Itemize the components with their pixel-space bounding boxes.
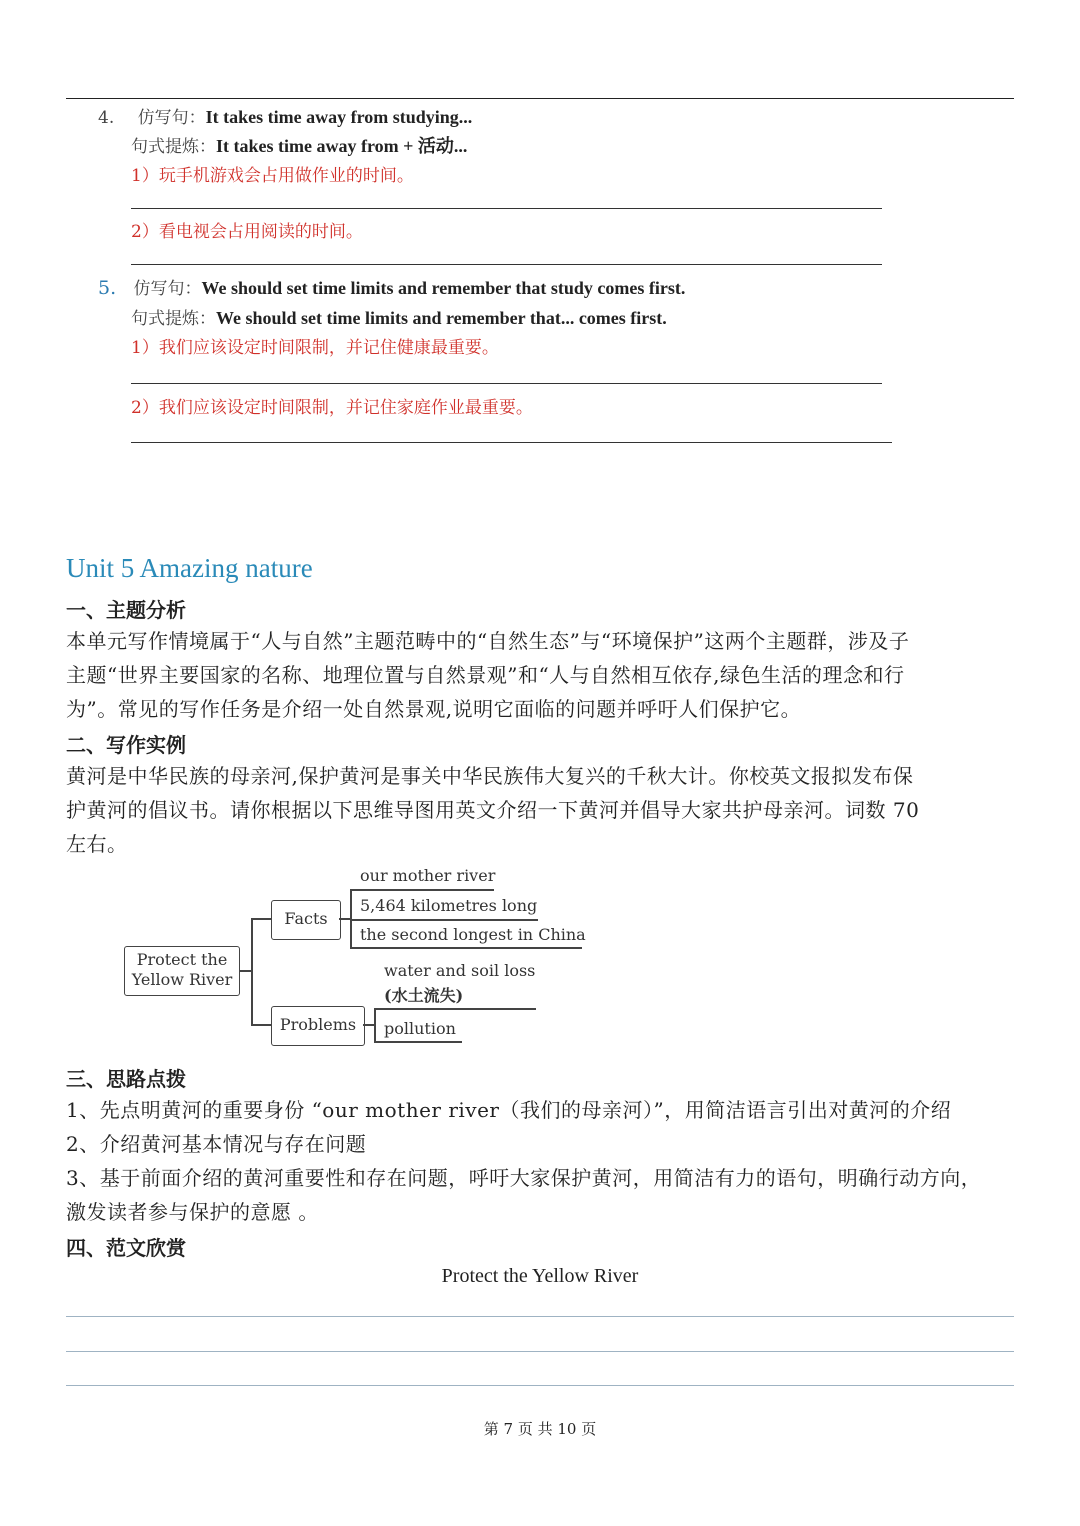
- connector: [374, 1008, 376, 1042]
- connector: [240, 970, 252, 972]
- tip-line: 激发读者参与保护的意愿 。: [66, 1200, 319, 1224]
- connector: [363, 1024, 375, 1026]
- model-sentence: We should set time limits and remember that study comes first.: [201, 278, 686, 298]
- section-heading-model-essay: 四、范文欣赏: [66, 1236, 186, 1260]
- underline: [350, 889, 494, 891]
- writing-line[interactable]: [66, 1351, 1014, 1352]
- exercise-number: 4.: [98, 108, 115, 128]
- answer-line[interactable]: [131, 264, 882, 265]
- section-heading-example: 二、写作实例: [66, 733, 186, 757]
- exercise-number: 5.: [98, 277, 117, 299]
- exercise-5-item-1: 1）我们应该设定时间限制，并记住健康最重要。: [131, 338, 499, 358]
- mindmap-facts-node: Facts: [271, 900, 341, 940]
- essay-title: Protect the Yellow River: [441, 1265, 639, 1287]
- exercise-4-pattern-row: [131, 132, 467, 158]
- model-label: 仿写句：: [133, 279, 202, 299]
- exercise-4-item-2: 2）看电视会占用阅读的时间。: [131, 222, 363, 242]
- answer-line[interactable]: [131, 383, 882, 384]
- exercise-5-item-2: 2）我们应该设定时间限制，并记住家庭作业最重要。: [131, 398, 533, 418]
- connector: [339, 918, 351, 920]
- paragraph-line: 护黄河的倡议书。请你根据以下思维导图用英文介绍一下黄河并倡导大家共护母亲河。词数 70: [66, 798, 920, 822]
- tip-line: 3、基于前面介绍的黄河重要性和存在问题，呼吁大家保护黄河，用简洁有力的语句，明确行动方向，: [66, 1166, 982, 1190]
- top-rule: [66, 98, 1014, 99]
- model-label: 仿写句：: [137, 108, 206, 128]
- connector: [251, 918, 253, 1025]
- underline: [350, 919, 538, 921]
- underline: [374, 1008, 536, 1010]
- section-heading-tips: 三、思路点拨: [66, 1067, 186, 1091]
- fact-item: our mother river: [360, 866, 496, 885]
- answer-line[interactable]: [131, 442, 892, 443]
- writing-line[interactable]: [66, 1316, 1014, 1317]
- tip-line: 1、先点明黄河的重要身份 “our mother river（我们的母亲河）”，用简洁语言引出对黄河的介绍: [66, 1098, 952, 1122]
- connector: [251, 1024, 271, 1026]
- writing-line[interactable]: [66, 1385, 1014, 1386]
- model-sentence: It takes time away from studying...: [205, 107, 473, 127]
- connector: [350, 890, 352, 948]
- fact-item: 5,464 kilometres long: [360, 896, 538, 915]
- exercise-5-pattern-row: [131, 304, 667, 329]
- exercise-4-model-row: [98, 103, 472, 128]
- pattern-label: 句式提炼：: [131, 137, 216, 157]
- problem-item: water and soil loss: [384, 961, 536, 980]
- paragraph-line: 主题“世界主要国家的名称、地理位置与自然景观”和“人与自然相互依存,绿色生活的理念和行: [66, 663, 905, 687]
- paragraph-line: 本单元写作情境属于“人与自然”主题范畴中的“自然生态”与“环境保护”这两个主题群，涉及子: [66, 629, 910, 653]
- paragraph-line: 左右。: [66, 832, 128, 856]
- paragraph-line: 黄河是中华民族的母亲河,保护黄河是事关中华民族伟大复兴的千秋大计。你校英文报拟发布保: [66, 764, 914, 788]
- exercise-4-item-1: 1）玩手机游戏会占用做作业的时间。: [131, 166, 414, 186]
- section-heading-theme: 一、主题分析: [66, 598, 186, 622]
- underline: [350, 947, 582, 949]
- underline: [374, 1041, 462, 1043]
- problem-item: (水土流失): [384, 986, 464, 1005]
- mindmap-problems-node: Problems: [271, 1006, 365, 1046]
- page-footer: 第 7 页 共 10 页: [483, 1420, 597, 1438]
- paragraph-line: 为”。常见的写作任务是介绍一处自然景观,说明它面临的问题并呼吁人们保护它。: [66, 697, 802, 721]
- pattern-sentence: It takes time away from + 活动...: [216, 136, 468, 156]
- connector: [251, 918, 271, 920]
- tip-line: 2、介绍黄河基本情况与存在问题: [66, 1132, 367, 1156]
- pattern-label: 句式提炼：: [131, 309, 216, 329]
- pattern-sentence: We should set time limits and remember that... comes first.: [216, 308, 667, 328]
- mindmap-root-node: Protect the Yellow River: [124, 946, 240, 996]
- answer-line[interactable]: [131, 208, 882, 209]
- problem-item: pollution: [384, 1019, 456, 1038]
- exercise-5-model-row: [98, 274, 685, 299]
- fact-item: the second longest in China: [360, 925, 586, 944]
- unit-title: Unit 5 Amazing nature: [66, 553, 313, 583]
